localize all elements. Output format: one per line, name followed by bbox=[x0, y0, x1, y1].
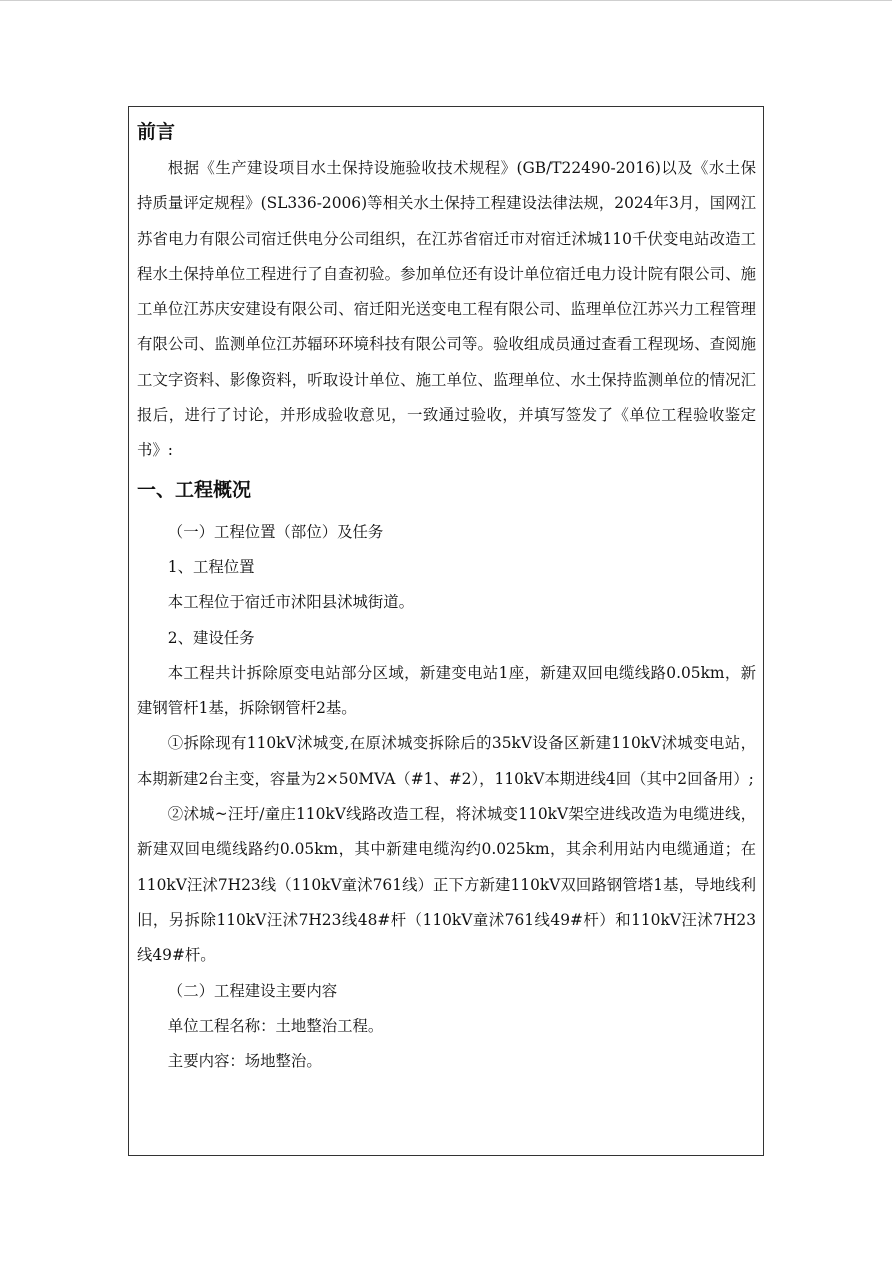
location-text: 本工程位于宿迁市沭阳县沭城街道。 bbox=[167, 593, 415, 612]
page-top-rule bbox=[0, 0, 892, 1]
preface-heading: 前言 bbox=[137, 121, 176, 143]
document-content bbox=[137, 117, 756, 1079]
document-frame bbox=[128, 106, 764, 1156]
overview-heading: 一、工程概况 bbox=[137, 478, 252, 501]
item-tasks-title: 2、建设任务 bbox=[167, 628, 255, 647]
item-location-title: 1、工程位置 bbox=[167, 557, 255, 576]
preface-paragraph: 根据《生产建设项目水土保持设施验收技术规程》(GB/T22490-2016)以及《水土保持质量评定规程》(SL336-2006)等相关水土保持工程建设法律法规，2024年3月，国网江苏省电力有限公司宿迁供电分公司组织，在江苏省宿迁市对宿迁沭城110千伏变电站改造工程水土保持单位工程进行了自查初验。参加单位还有设计单位宿迁电力设计院有限公司、施工单位江苏庆安建设有限公司、宿迁阳光送变电工程有限公司、监理单位江苏兴力工程管理有限公司、监测单位江苏辐环环境科技有限公司等。验收组成员通过查看工程现场、查阅施工文字资料、影像资料，听取设计单位、施工单位、监理单位、水土保持监测单位的情况汇报后，进行了讨论，并形成验收意见，一致通过验收，并填写签发了《单位工程验收鉴定书》: bbox=[137, 159, 756, 460]
subsection-main-content: （二）工程建设主要内容 bbox=[167, 981, 338, 1000]
subsection-location-tasks: （一）工程位置（部位）及任务 bbox=[167, 522, 384, 541]
task-point-2: ②沭城~汪圩/童庄110kV线路改造工程，将沭城变110kV架空进线改造为电缆进线，新建双回电缆线路约0.05km，其中新建电缆沟约0.025km，其余利用站内电缆通道；在110kV汪沭7H23线（110kV童沭761线）正下方新建110kV双回路钢管塔1基，导地线利旧，另拆除110kV汪沭7H23线48#杆（110kV童沭761线49#杆）和110kV汪沭7H23线49#杆。 bbox=[137, 805, 756, 965]
unit-project-name: 单位工程名称：土地整治工程。 bbox=[167, 1016, 384, 1035]
main-content-text: 主要内容：场地整治。 bbox=[167, 1052, 322, 1071]
tasks-paragraph: 本工程共计拆除原变电站部分区域，新建变电站1座，新建双回电缆线路0.05km，新建钢管杆1基，拆除钢管杆2基。 bbox=[137, 663, 756, 718]
task-point-1: ①拆除现有110kV沭城变,在原沭城变拆除后的35kV设备区新建110kV沭城变电站，本期新建2台主变，容量为2×50MVA（#1、#2），110kV本期进线4回（其中2回备用）; bbox=[137, 734, 756, 788]
